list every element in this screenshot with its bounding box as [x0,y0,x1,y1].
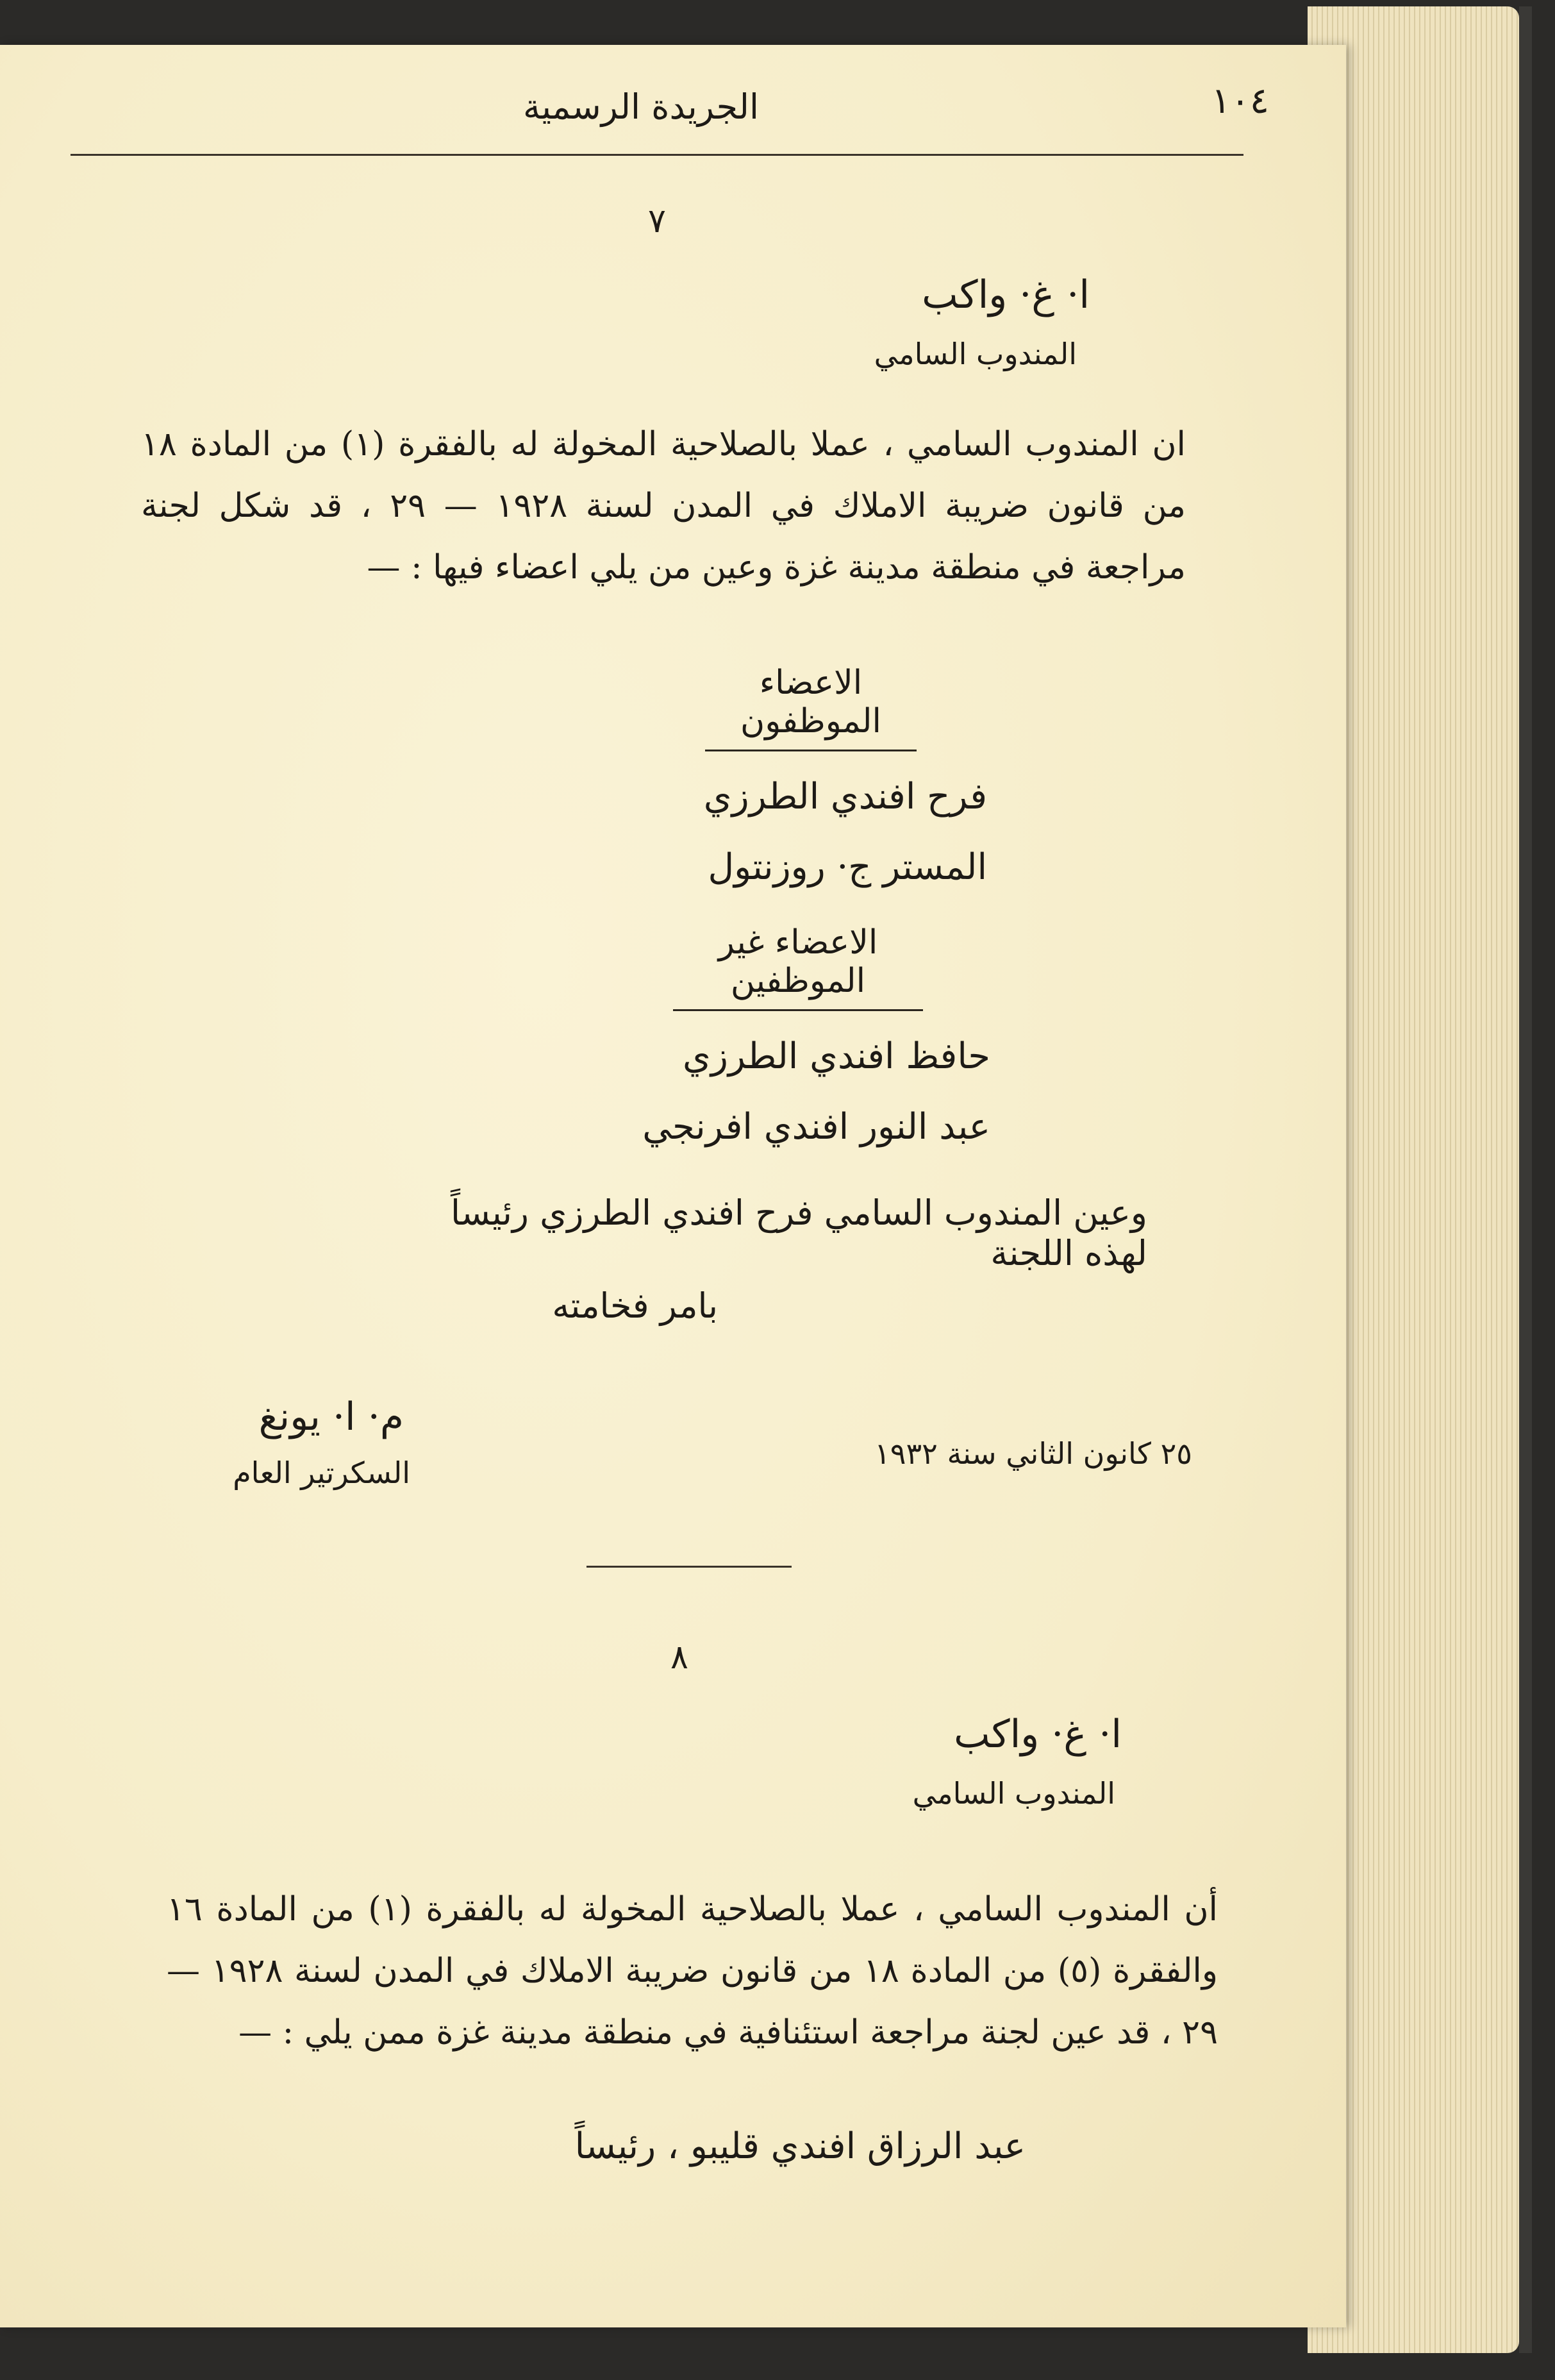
running-header-title: الجريدة الرسمية [523,87,759,127]
notice-7-signer-name: ا· غ· واكب [922,272,1090,317]
official-members-heading: الاعضاء الموظفون [705,664,917,751]
unofficial-member-2: عبد النور افندي افرنجي [642,1106,990,1148]
notice-7-signer-title: المندوب السامي [874,337,1077,371]
secretary-name: م· ا· يونغ [258,1395,404,1439]
notice-8-number: ٨ [670,1638,688,1677]
secretary-title: السكرتير العام [233,1455,410,1490]
notice-8-paragraph: أن المندوب السامي ، عملا بالصلاحية المخولة له بالفقرة (١) من المادة ١٦ والفقرة (٥) من المادة ١٨ من قانون ضريبة الاملاك في المدن لسنة ١٩٢٨ — ٢٩ ، قد عين لجنة مراجعة استئنافية في منطقة مدينة غزة ممن يلي : — [167,1890,1218,2052]
chairman-appointment: وعين المندوب السامي فرح افندي الطرزي رئيساً لهذه اللجنة [450,1193,1147,1273]
by-order-line: بامر فخامته [552,1286,718,1326]
notice-8-member: عبد الرزاق افندي قليبو ، رئيساً [574,2125,1026,2167]
notice-7-number: ٧ [648,202,666,240]
notice-8-signer-name: ا· غ· واكب [954,1712,1122,1757]
notice-8-signer-title: المندوب السامي [912,1776,1115,1811]
book-cover-edge [1519,6,1532,2353]
unofficial-members-heading: الاعضاء غير الموظفين [673,923,923,1011]
official-member-1: فرح افندي الطرزي [703,776,987,817]
notice-7-date: ٢٥ كانون الثاني سنة ١٩٣٢ [874,1436,1192,1471]
section-separator [586,1566,792,1568]
header-rule [71,154,1243,156]
page-number: ١٠٤ [1211,80,1269,122]
unofficial-member-1: حافظ افندي الطرزي [683,1035,990,1077]
official-member-2: المستر ج· روزنتول [708,846,987,888]
notice-7-paragraph: ان المندوب السامي ، عملا بالصلاحية المخولة له بالفقرة (١) من المادة ١٨ من قانون ضريبة الاملاك في المدن لسنة ١٩٢٨ — ٢٩ ، قد شكل لجنة مراجعة في منطقة مدينة غزة وعين من يلي اعضاء فيها : — [141,425,1186,587]
gazette-page [0,45,1346,2327]
